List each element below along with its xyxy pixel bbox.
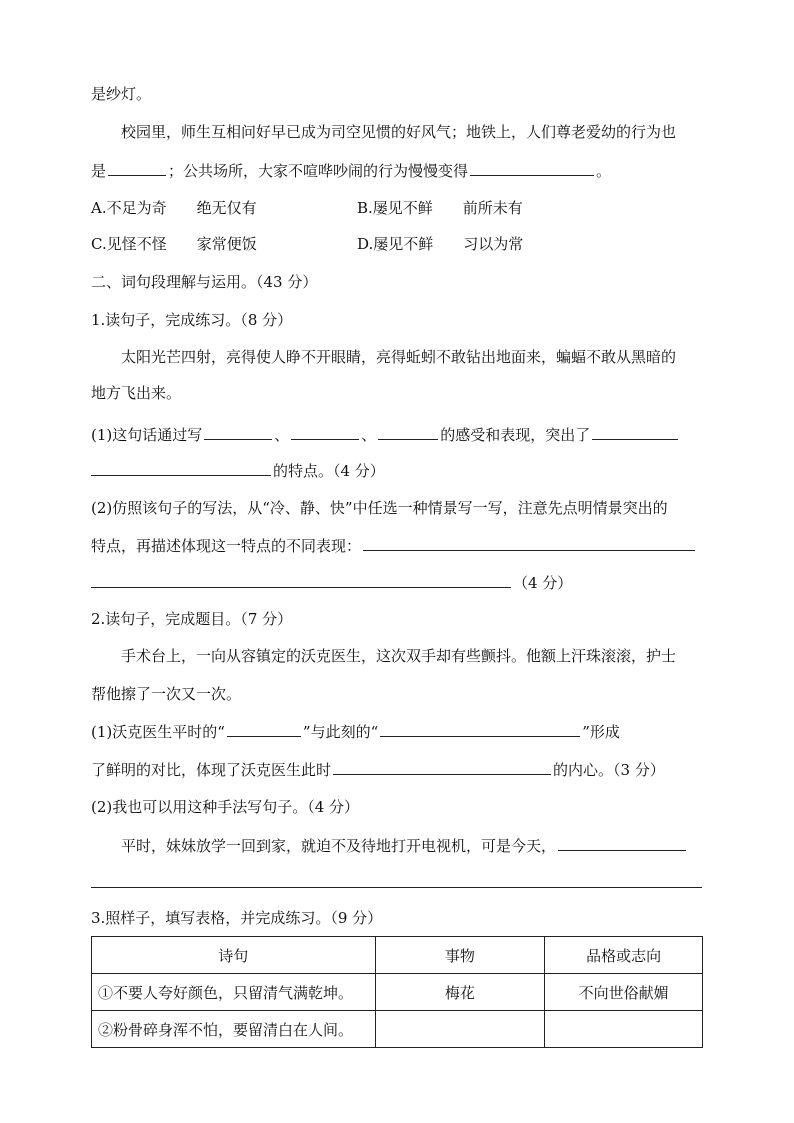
answer-blank[interactable] <box>227 721 301 737</box>
object-cell: 梅花 <box>375 974 545 1011</box>
question-title: 1.读句子，完成练习。（8 分） <box>91 311 293 329</box>
table-row <box>92 1011 703 1048</box>
question-text: (2)我也可以用这种手法写句子。（4 分） <box>91 798 360 816</box>
option-d[interactable]: D.屡见不鲜 习以为常 <box>357 235 524 253</box>
question-title: 3.照样子，填写表格，并完成练习。（9 分） <box>91 909 383 927</box>
paragraph: 帮他擦了一次又一次。 <box>91 685 242 703</box>
answer-blank[interactable] <box>558 835 686 851</box>
fill-blank-line: 了鲜明的对比，体现了沃克医生此时 的内心。（3 分） <box>91 761 665 779</box>
answer-blank[interactable] <box>333 759 551 775</box>
fill-blank-line: (1)这句话通过写 、 、 的感受和表现，突出了 <box>91 424 702 445</box>
answer-blank[interactable] <box>91 460 271 476</box>
options-row <box>91 198 702 218</box>
answer-blank[interactable] <box>91 572 511 588</box>
character-cell: 不向世俗献媚 <box>545 974 703 1011</box>
poem-table <box>91 936 703 1048</box>
fill-blank-line: 特点，再描述体现这一特点的不同表现： <box>91 535 702 556</box>
options-row <box>91 234 702 254</box>
section-heading: 二、词句段理解与运用。（43 分） <box>91 273 318 291</box>
option-b[interactable]: B.屡见不鲜 前所未有 <box>357 199 523 217</box>
question-title: 2.读句子，完成题目。（7 分） <box>91 610 293 628</box>
fill-blank-line: (1)沃克医生平时的“ ”与此刻的“ ”形成 <box>91 723 620 741</box>
answer-blank[interactable] <box>363 535 695 551</box>
option-c[interactable]: C.见怪不怪 家常便饭 <box>91 235 257 253</box>
paragraph: 校园里，师生互相问好早已成为司空见惯的好风气；地铁上，人们尊老爱幼的行为也 <box>121 123 677 141</box>
paragraph: 太阳光芒四射，亮得使人睁不开眼睛，亮得蚯蚓不敢钻出地面来，蝙蝠不敢从黑暗的 <box>121 348 677 366</box>
column-header: 品格或志向 <box>545 937 703 974</box>
answer-blank[interactable] <box>108 160 166 176</box>
table-row <box>92 974 703 1011</box>
answer-blank[interactable] <box>470 160 594 176</box>
poem-cell: ①不要人夸好颜色，只留清气满乾坤。 <box>92 974 376 1011</box>
paragraph: 地方飞出来。 <box>91 384 182 402</box>
column-header: 事物 <box>375 937 545 974</box>
object-answer-cell[interactable] <box>375 1011 545 1048</box>
answer-blank[interactable] <box>204 424 272 440</box>
fill-blank-line: （4 分） <box>91 572 702 593</box>
answer-blank[interactable] <box>291 424 359 440</box>
answer-blank[interactable] <box>592 424 678 440</box>
answer-line[interactable] <box>91 887 702 888</box>
character-answer-cell[interactable] <box>545 1011 703 1048</box>
paragraph: 手术台上，一向从容镇定的沃克医生，这次双手却有些颤抖。他额上汗珠滚滚，护士 <box>121 647 677 665</box>
text-line: 是纱灯。 <box>91 85 152 103</box>
poem-cell: ②粉骨碎身浑不怕，要留清白在人间。 <box>92 1011 376 1048</box>
fill-blank-line: 是 ；公共场所，大家不喧哗吵闹的行为慢慢变得 。 <box>91 162 612 180</box>
fill-blank-line: 平时，妹妹放学一回到家，就迫不及待地打开电视机，可是今天， <box>121 835 702 856</box>
option-a[interactable]: A.不足为奇 绝无仅有 <box>91 199 257 217</box>
answer-blank[interactable] <box>378 424 438 440</box>
fill-blank-line: 的特点。（4 分） <box>91 460 702 481</box>
question-text: (2)仿照该句子的写法，从“冷、静、快”中任选一种情景写一写，注意先点明情景突出的 <box>91 499 668 517</box>
answer-blank[interactable] <box>380 721 580 737</box>
table-header-row <box>92 937 703 974</box>
column-header: 诗句 <box>92 937 376 974</box>
